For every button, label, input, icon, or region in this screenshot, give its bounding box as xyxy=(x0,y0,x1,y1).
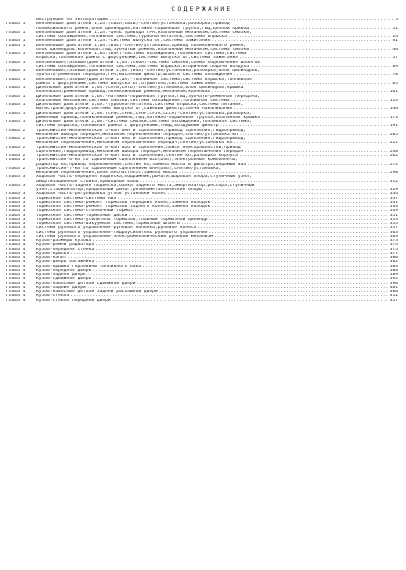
page-number: 374 xyxy=(389,243,398,248)
entry-line: Кузов-крылья xyxy=(36,251,70,256)
entry-line: Система рулевого управления-гидроусилитель рулевого управления xyxy=(36,230,208,235)
page-number: 11 xyxy=(392,26,398,31)
entry-line: Инструкция по эксплуатации xyxy=(36,18,108,22)
entry-line: Кузов-задние двери xyxy=(36,285,86,290)
entry-line: Кузов-сдвижная дверь xyxy=(36,277,92,282)
toc-entry xyxy=(6,146,398,155)
entry-line: Кузов-навесные детали сдвижной двери xyxy=(36,281,136,286)
chapter-label: Глава 3 xyxy=(6,226,26,231)
page-number: 85 xyxy=(392,81,398,86)
entry-text xyxy=(36,78,398,87)
toc-entry xyxy=(6,129,398,138)
entry-line: Трансмиссия-механическая 6-КПП 02Q и сцепление,поиск неисправностей,привод xyxy=(36,145,241,150)
page-number: 369 xyxy=(389,234,398,239)
toc-entry xyxy=(6,120,398,129)
chapter-label: Глава 1 xyxy=(6,52,26,56)
chapter-label: Глава 4 xyxy=(6,273,26,277)
page-number: 389 xyxy=(389,273,398,277)
chapter-label: Глава 4 xyxy=(6,243,26,248)
entry-line: радиатор КП,привод переключения,снятие КП,замена масла и фильтра,ведомый вал xyxy=(36,162,247,167)
entry-line: Тормозная система-ремонт тормозов передних колес,замена колодок xyxy=(36,200,211,205)
entry-line: Кузов-капот xyxy=(36,256,67,260)
entry-text xyxy=(36,31,398,40)
entry-text xyxy=(36,184,398,193)
page-number: 351 xyxy=(389,213,398,218)
entry-line: Тормозная система-вакуумная система,тормозные шланги xyxy=(36,222,180,226)
chapter-label: Глава 1 xyxy=(6,120,26,124)
entry-line: Кузов-крышка горловины топливного бака xyxy=(36,264,142,269)
chapter-label: Глава 1 xyxy=(6,43,26,48)
entry-line: Бензиновые двигатели 1,2л.-система выпуска ОГ,система зажигания xyxy=(36,39,211,44)
page-number: 392 xyxy=(389,277,398,282)
chapter-label: Глава 1 xyxy=(6,30,26,35)
entry-line: амортизационная стойка,приводные валы xyxy=(36,179,139,184)
entry-line: Система рулевого управления-рулевая колонка,рулевое колесо xyxy=(36,226,197,231)
page-number: 384 xyxy=(389,264,398,269)
entry-text xyxy=(36,167,398,176)
page-number: 272 xyxy=(389,162,398,167)
chapter-label: Глава 4 xyxy=(6,251,26,256)
entry-line: коленвала,ременный привод,поликлиновый ремень,механизм,коленвал xyxy=(36,90,211,95)
entry-line: клапанный механизм,система смазки,система охлаждения,топливная система xyxy=(36,98,230,103)
entry-text xyxy=(36,112,398,121)
chapter-label: Глава 1 xyxy=(6,22,26,27)
chapter-label: Глава 1 xyxy=(6,69,26,73)
chapter-label: Глава 2 xyxy=(6,158,26,163)
entry-line: Дизельные двигатели 2,0л.(CFHC,CFHE,CFHF,CFJA,CLCA)-снятие/установка,разборка, xyxy=(36,111,252,116)
entry-line: Система рулевого управления-электромеханический рулевой механизм xyxy=(36,234,214,239)
page-number: 57 xyxy=(392,56,398,61)
chapter-label: Глава 4 xyxy=(6,277,26,282)
entry-text xyxy=(36,299,398,303)
chapter-label: Глава 4 xyxy=(6,239,26,243)
entry-line: рампа с форсунками,система выпуска ОГ,отушитель,система зажигания xyxy=(36,81,216,86)
page-number: 406 xyxy=(389,290,398,294)
chapter-label: Глава 1 xyxy=(6,60,26,65)
page-number: 396 xyxy=(389,281,398,286)
toc-entry xyxy=(6,184,398,193)
entry-line: Ходовая часть-регулировка углов установки колес xyxy=(36,192,166,197)
page-number: 380 xyxy=(389,256,398,260)
page-number: 113 xyxy=(389,98,398,103)
page-number: 377 xyxy=(389,251,398,256)
page-number: 146 xyxy=(389,107,398,112)
toc-entry xyxy=(6,86,398,95)
toc-entry xyxy=(6,52,398,61)
entry-line: зубчато-ременная передача,ГРМ,масляный фильтр,шланги системы охлаждения xyxy=(36,73,233,78)
page-number: 375 xyxy=(389,247,398,252)
page-number: 290 xyxy=(389,171,398,175)
entry-line: Дизельные двигатели 1,6л.(CAYB,CAYD)-снятие/установка,блок цилиндров,крышка xyxy=(36,86,244,90)
chapter-label: Глава 3 xyxy=(6,213,26,218)
entry-line: Тормозная система-усилитель тормозов,главный тормозной цилиндр xyxy=(36,217,208,222)
chapter-label: Глава 1 xyxy=(6,77,26,82)
entry-line: Тормозная система-ремонт тормозов заднего колеса,замена колодок xyxy=(36,205,211,209)
entry-text xyxy=(36,146,398,155)
chapter-label: Глава 1 xyxy=(6,86,26,90)
chapter-label: Глава 4 xyxy=(6,290,26,294)
page-number: 312 xyxy=(389,179,398,184)
page-number: 363 xyxy=(389,230,398,235)
page-number: 173 xyxy=(389,115,398,120)
chapter-label: Глава 3 xyxy=(6,205,26,209)
page-number: 78 xyxy=(392,73,398,78)
entry-line: Дизельные двигатели 2,0л.-система смазки,система охлаждения,топливная система, xyxy=(36,120,252,124)
entry-line: Кузов-стекло передней двери xyxy=(36,298,111,303)
entry-line: Бензиновые двигатели 1,6л.(BSF)-система охлаждения,топливная система,система xyxy=(36,52,247,56)
entry-line: Кузов-передняя стенка xyxy=(36,247,95,252)
chapter-label: Глава 2 xyxy=(6,154,26,158)
page-number: 221 xyxy=(389,141,398,146)
page-number: 344 xyxy=(389,205,398,209)
entry-line: Кузов-навесные детали задней распашной двери xyxy=(36,290,158,294)
page-number: 417 xyxy=(389,298,398,303)
chapter-label: Глава 1 xyxy=(6,39,26,44)
entry-line: механизм переключения,механизм переключения передач,снятие/установка КП xyxy=(36,141,233,146)
entry-text xyxy=(36,22,398,31)
entry-text xyxy=(36,137,398,146)
page-number: 355 xyxy=(389,222,398,226)
entry-line: Трансмиссия-7-КП со сдвоенным сцеплением 0AM(DSG),снятие/установка, xyxy=(36,166,222,171)
page-number: 248 xyxy=(389,149,398,154)
toc-entry xyxy=(6,44,398,53)
page-number: 401 xyxy=(389,285,398,290)
entry-line: Кузов-размеры кузова xyxy=(36,239,92,243)
toc-entry xyxy=(6,78,398,87)
chapter-label: Глава 4 xyxy=(6,260,26,265)
chapter-label: Глава 1 xyxy=(6,103,26,107)
entry-line: поликлинового ремня,блок цилиндров,натяжно-поршневая группа,ГБЦ,цепной привод xyxy=(36,26,249,31)
entry-line: системы охлаждения,топливная система,система впрыска,вторичной подачи воздуха xyxy=(36,64,249,69)
chapter-label: Глава 4 xyxy=(6,294,26,299)
toc-entry xyxy=(6,112,398,121)
chapter-label: Глава 2 xyxy=(6,137,26,141)
entry-line: Бензиновые(газовые)двигатели 2,0л.(BSX)-снятие/установка,разборка,блок цилиндров, xyxy=(36,69,261,73)
toc-entry xyxy=(6,103,398,112)
chapter-label: Глава 3 xyxy=(6,196,26,201)
page-number: 46 xyxy=(392,47,398,52)
toc-entry xyxy=(6,22,398,31)
chapter-label: Глава 4 xyxy=(6,281,26,286)
chapter-label: Глава 4 xyxy=(6,298,26,303)
toc-entry xyxy=(6,69,398,78)
page-number: 5 xyxy=(395,18,398,22)
entry-line: Бензиновые двигатели 1,2л.-цепь привода ГРМ,клапанный механизм,система смазки, xyxy=(36,30,252,35)
page-number: 334 xyxy=(389,192,398,197)
entry-text xyxy=(36,69,398,78)
entry-text xyxy=(36,44,398,53)
entry-text xyxy=(36,120,398,129)
entry-line: Ходовая часть-передняя подвеска,подрамник,рычаги,шаровая опора,ступичный узел, xyxy=(36,175,252,180)
entry-line: Кузов-передняя дверь xyxy=(36,268,92,273)
chapter-label: Глава 3 xyxy=(6,209,26,214)
entry-line: сцепления,гидропривод,механизм выбора передач,механизм переключения передач xyxy=(36,149,244,154)
entry-line: Бензиновые(газовые)двигатели 2,0л.-топливная система,система впрыска,топливная xyxy=(36,77,252,82)
chapter-label: Глава 3 xyxy=(6,217,26,222)
chapter-label: Глава 3 xyxy=(6,183,26,188)
page-number: 349 xyxy=(389,209,398,214)
entry-line: Ходовая часть-задняя подвеска,балка заднего моста,амортизатор,рессора,ступичный xyxy=(36,183,255,188)
chapter-label: Глава 3 xyxy=(6,234,26,239)
table-of-contents xyxy=(6,18,398,303)
toc-entry xyxy=(6,95,398,104)
page-title: СОДЕРЖАНИЕ xyxy=(171,6,233,13)
chapter-label: Глава 4 xyxy=(6,247,26,252)
entry-line: Трансмиссия-механическая 5-КПП 0АН и сцепление,привод сцепления,гидропривод, xyxy=(36,128,247,133)
entry-line: Дизельные двигатели 1,6л.-турбонагнетатель,система впрыска,система питания, xyxy=(36,103,244,107)
entry-line: Бензиновые двигатели 1,2л.(CBZA,CBZB)-снятие/установка,разборка,привод xyxy=(36,22,230,27)
toc-entry xyxy=(6,158,398,167)
entry-text xyxy=(36,158,398,167)
entry-line: Кузов-задняя дверь xyxy=(36,273,86,277)
entry-line: впрыска,топливная рампа с форсунками,система выпуска ОГ,система зажигания xyxy=(36,56,238,61)
page-number: 69 xyxy=(392,64,398,69)
chapter-label: Глава 4 xyxy=(6,268,26,273)
entry-line: Тормозная система-стояночный тормоз xyxy=(36,209,133,214)
chapter-label: Глава 4 xyxy=(6,264,26,269)
page-number: 386 xyxy=(389,268,398,273)
entry-line: Тормозная система-тормозные диски xyxy=(36,213,128,218)
chapter-label: Глава 3 xyxy=(6,230,26,235)
chapter-label: Глава 4 xyxy=(6,256,26,260)
entry-line: Кузов-ремни радиатора xyxy=(36,243,95,248)
entry-line: Трансмиссия-6-КП со сдвоенным сцеплением 02E(DSG),электронные компоненты, xyxy=(36,158,238,163)
entry-line: Трансмиссия-механическая 5-КПП 0А4 и сцепление,привод сцепления,гидропривод, xyxy=(36,137,247,141)
toc-entry xyxy=(6,299,398,303)
page-number: 205 xyxy=(389,132,398,137)
page-number: 329 xyxy=(389,188,398,192)
entry-line: система впрыска,топливная рампа с форсунками,ТНВД,воздушный фильтр xyxy=(36,124,219,129)
chapter-label: Глава 3 xyxy=(6,222,26,226)
chapter-label: Глава 3 xyxy=(6,175,26,180)
toc-entry xyxy=(6,61,398,70)
entry-text xyxy=(36,61,398,70)
dot-leader xyxy=(112,299,389,303)
chapter-label: Глава 1 xyxy=(6,94,26,99)
page-number: 101 xyxy=(389,90,398,95)
entry-line: механизм выбора передач,механизм переключения передач,снятие/установка КП xyxy=(36,132,238,137)
entry-line: система охлаждения,топливная система,турбонагнетатель,система впрыска xyxy=(36,35,227,39)
toc-entry xyxy=(6,175,398,184)
toc-entry xyxy=(6,31,398,40)
chapter-label: Глава 4 xyxy=(6,285,26,290)
entry-text xyxy=(36,86,398,95)
page-number: 262 xyxy=(389,154,398,158)
entry-line: ременный привод,поликлиновый ремень,ГБЦ,натяжно-поршневая группа,клапанная крышка xyxy=(36,115,261,120)
entry-line: блок цилиндров,коленвал,ГБЦ,зубчатый ремень,клапанный механизм,система смазки xyxy=(36,47,249,52)
page-number: 373 xyxy=(389,239,398,243)
page-number: 191 xyxy=(389,124,398,129)
entry-line: механизм переключения,блок Mechatronic,замена масла xyxy=(36,171,178,175)
entry-line: Трансмиссия-механическая 6-КПП 02Q и сцепление,снятие КП,разборка корпуса xyxy=(36,154,238,158)
entry-text xyxy=(36,52,398,61)
entry-text xyxy=(36,129,398,138)
page-number: 341 xyxy=(389,200,398,205)
entry-line: Кузов-стекла xyxy=(36,294,70,299)
entry-line: узел,стабилизатор,продольный рычаг,резинометаллические опоры xyxy=(36,188,202,192)
chapter-label: Глава 2 xyxy=(6,128,26,133)
chapter-label: Глава 2 xyxy=(6,166,26,171)
entry-line: магистрали,форсунки,система выпуска ОГ,сажевый фильтр,свечи накаливания xyxy=(36,107,233,112)
page-number: 24 xyxy=(392,35,398,39)
entry-text xyxy=(36,175,398,184)
page-number: 412 xyxy=(389,294,398,299)
entry-text xyxy=(36,95,398,104)
chapter-label: Глава 3 xyxy=(6,192,26,197)
entry-line: Тормозная система-система ABS xyxy=(36,196,117,201)
entry-line: Бензиновые двигатели 1,6л.(BSE)-снятие/установка,привод поликлинового ремня, xyxy=(36,43,247,48)
entry-line: Кузов-дверь багажника xyxy=(36,260,95,265)
chapter-label: Глава 1 xyxy=(6,111,26,116)
page-number: 41 xyxy=(392,39,398,44)
entry-line: Бензиновые(газовые)двигатели 1,6л.(CHGA)-система смазки,схема подключения шлангов xyxy=(36,60,261,65)
chapter-label: Глава 3 xyxy=(6,200,26,205)
page-number: 382 xyxy=(389,260,398,265)
page-number: 357 xyxy=(389,226,398,231)
entry-text xyxy=(36,103,398,112)
page-number: 337 xyxy=(389,196,398,201)
page-number: 353 xyxy=(389,217,398,222)
chapter-label: Глава 2 xyxy=(6,145,26,150)
toc-entry xyxy=(6,167,398,176)
entry-line: Дизельные двигатели 1,6л.-натяжно-поршневая группа,ГБЦ,зубчато-ременная передача, xyxy=(36,94,261,99)
toc-entry xyxy=(6,137,398,146)
